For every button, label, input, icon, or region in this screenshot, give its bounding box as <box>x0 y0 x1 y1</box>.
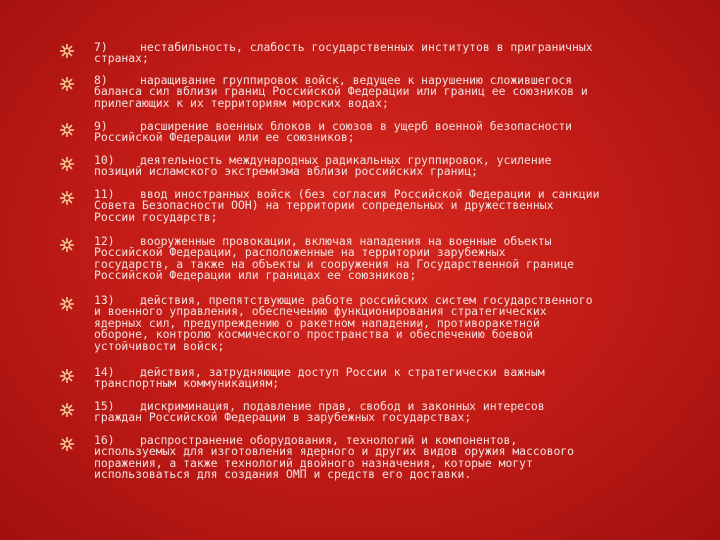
list-item-text <box>94 367 690 390</box>
sunburst-bullet-icon <box>60 402 74 416</box>
list-item-body: действия, затрудняющие доступ России к стратегически важным транспортным коммуникациям; <box>94 365 545 391</box>
list-item-body: дискриминация, подавление прав, свобод и законных интересов граждан Российской Федерации в зарубежных государствах; <box>94 399 545 425</box>
list-item-body: вооруженные провокации, включая нападения на военные объекты Российской Федерации, расположенные на территории зарубежных государств, а также на объекты и сооружения на Государственной границе Российской Федерации или границах ее союзников; <box>94 234 575 283</box>
sunburst-bullet-icon <box>60 76 74 90</box>
sunburst-bullet-icon <box>60 436 74 450</box>
list-item-text <box>94 121 690 144</box>
list-item-text <box>94 295 690 352</box>
list-item-text <box>94 189 690 223</box>
list-item-number: 7) <box>94 40 108 54</box>
list-item-text <box>94 435 690 481</box>
list-item-body: наращивание группировок войск, ведущее к нарушению сложившегося баланса сил вблизи границ Российской Федерации или границ ее союзников и прилегающих к их территориям морских водах; <box>94 73 588 110</box>
list-item-body: деятельность международных радикальных группировок, усиление позиций исламского экстремизма вблизи российских границ; <box>94 153 552 179</box>
list-item-text <box>94 401 690 424</box>
list-item-body: ввод иностранных войск (без согласия Российской Федерации и санкции Совета Безопасности ООН) на территории сопредельных и дружественных России государств; <box>94 187 600 224</box>
list-item-body: распространение оборудования, технологий и компонентов, используемых для изготовления ядерного и других видов оружия массового поражения, а также технологий двойного назначения, которые могут использоваться для создания ОМП и средств его доставки. <box>94 433 575 482</box>
list-item-body: нестабильность, слабость государственных институтов в приграничных странах; <box>94 40 593 66</box>
sunburst-bullet-icon <box>60 296 74 310</box>
sunburst-bullet-icon <box>60 156 74 170</box>
list-item-number: 14) <box>94 365 115 379</box>
list-item-text <box>94 42 690 65</box>
list-item-number: 11) <box>94 187 115 201</box>
sunburst-bullet-icon <box>60 368 74 382</box>
list-item-number: 12) <box>94 234 115 248</box>
list-item-number: 10) <box>94 153 115 167</box>
list-item-body: действия, препятствующие работе российских систем государственного и военного управления, обеспечению функционирования стратегических ядерных сил, предупреждению о ракетном нападении, противоракетной обороне, контролю космического пространства и обеспечению боевой устойчивости войск; <box>94 293 593 353</box>
list-item-body: расширение военных блоков и союзов в ущерб военной безопасности Российской Федерации или ее союзников; <box>94 119 573 145</box>
list-item-text <box>94 155 690 178</box>
list-item-text <box>94 236 690 282</box>
sunburst-bullet-icon <box>60 43 74 57</box>
sunburst-bullet-icon <box>60 190 74 204</box>
sunburst-bullet-icon <box>60 237 74 251</box>
list-item-text <box>94 75 690 109</box>
sunburst-bullet-icon <box>60 122 74 136</box>
list-item-number: 15) <box>94 399 115 413</box>
list-item-number: 9) <box>94 119 108 133</box>
list-item-number: 8) <box>94 73 108 87</box>
list-item-number: 13) <box>94 293 115 307</box>
list-item-number: 16) <box>94 433 115 447</box>
